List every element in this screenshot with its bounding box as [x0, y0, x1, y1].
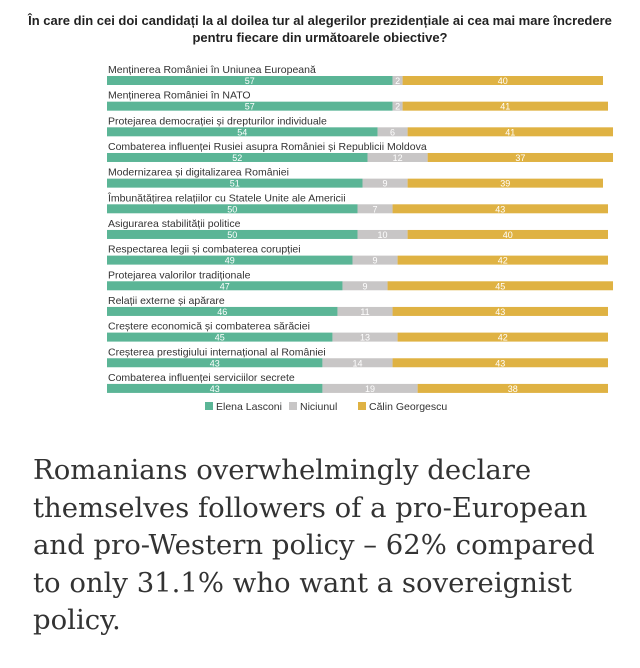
- data-label: 57: [244, 101, 255, 112]
- legend-swatch: [358, 402, 366, 410]
- data-label: 2: [395, 101, 401, 112]
- category-label: Protejarea democrației și drepturilor individuale: [108, 115, 327, 128]
- data-label: 46: [217, 306, 228, 317]
- chart-row: [107, 191, 608, 214]
- category-label: Combaterea influenței Rusiei asupra României și Republicii Moldova: [108, 140, 427, 153]
- chart-row: [107, 269, 613, 291]
- chart-rows: [107, 64, 613, 394]
- chart-row: [107, 167, 603, 189]
- chart-row: [107, 346, 608, 368]
- chart-row: [107, 372, 608, 394]
- category-label: Menținerea României în Uniunea Europeană: [108, 64, 316, 76]
- data-label: 43: [495, 306, 506, 317]
- legend-label: Elena Lasconi: [216, 401, 282, 413]
- data-label: 38: [507, 383, 518, 394]
- data-label: 49: [224, 255, 235, 266]
- category-label: Creștere economică și combaterea sărăciei: [108, 320, 310, 333]
- category-label: Combaterea influenței serviciilor secrete: [108, 371, 295, 384]
- data-label: 19: [365, 383, 376, 394]
- legend-label: Niciunul: [300, 401, 338, 413]
- data-label: 50: [227, 229, 238, 240]
- data-label: 9: [382, 178, 388, 189]
- data-label: 43: [209, 383, 220, 394]
- data-label: 51: [229, 178, 240, 189]
- data-label: 9: [372, 255, 378, 266]
- data-label: 47: [219, 281, 230, 292]
- data-label: 50: [227, 204, 238, 215]
- category-label: Modernizarea și digitalizarea României: [108, 166, 289, 179]
- data-label: 45: [495, 281, 506, 292]
- chart-title: În care din cei doi candidați la al doilea tur al alegerilor prezidențiale ai cea mai mare încredere pentru fiecare din următoarele obiective?: [28, 13, 612, 45]
- data-label: 7: [372, 204, 378, 215]
- data-label: 13: [360, 332, 371, 343]
- data-label: 41: [500, 101, 511, 112]
- data-label: 37: [515, 152, 526, 163]
- category-label: Relații externe și apărare: [108, 294, 225, 307]
- category-label: Asigurarea stabilității politice: [108, 217, 241, 230]
- category-label: Menținerea României în NATO: [108, 89, 251, 102]
- data-label: 40: [502, 229, 513, 240]
- data-label: 14: [352, 358, 363, 369]
- chart-legend: [205, 401, 447, 413]
- category-label: Protejarea valorilor tradiționale: [108, 269, 251, 282]
- legend-swatch: [289, 402, 297, 410]
- data-label: 43: [495, 204, 506, 215]
- legend-swatch: [205, 402, 213, 410]
- data-label: 2: [395, 76, 401, 86]
- chart-row: [107, 90, 608, 112]
- chart-row: [107, 295, 608, 317]
- data-label: 12: [392, 152, 403, 163]
- data-label: 43: [495, 358, 506, 369]
- data-label: 41: [505, 127, 516, 138]
- data-label: 42: [497, 332, 508, 343]
- chart-row: [107, 64, 603, 86]
- data-label: 10: [377, 229, 388, 240]
- chart-row: [107, 115, 613, 137]
- chart-row: [107, 141, 613, 163]
- data-label: 52: [232, 152, 243, 163]
- data-label: 43: [209, 358, 220, 369]
- legend-label: Călin Georgescu: [369, 401, 448, 413]
- data-label: 54: [237, 127, 248, 138]
- data-label: 40: [497, 76, 508, 86]
- data-label: 6: [390, 127, 396, 138]
- data-label: 9: [362, 281, 368, 292]
- chart-row: [107, 244, 608, 266]
- data-label: 57: [244, 76, 255, 86]
- data-label: 45: [214, 332, 225, 343]
- caption-text: Romanians overwhelmingly declare themselves followers of a pro-European and pro-Western policy – 62% compared to only 31.1% who want a sovereignist policy.: [33, 454, 595, 636]
- chart-row: [107, 218, 608, 240]
- data-label: 11: [360, 306, 370, 317]
- chart-row: [107, 321, 608, 343]
- data-label: 42: [497, 255, 508, 266]
- data-label: 39: [500, 178, 511, 189]
- category-label: Îmbunătățirea relațiilor cu Statele Unite ale Americii: [108, 192, 346, 205]
- category-label: Respectarea legii și combaterea corupției: [108, 243, 301, 256]
- category-label: Creșterea prestigiului internațional al României: [108, 346, 326, 359]
